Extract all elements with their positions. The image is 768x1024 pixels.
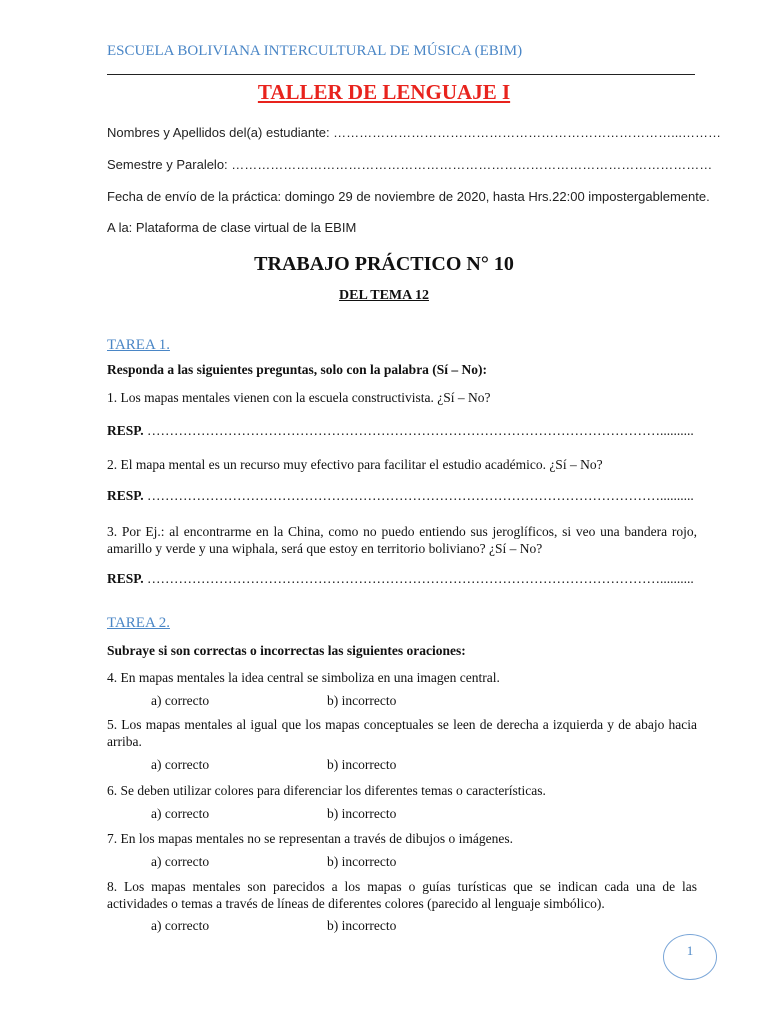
question-7: 7. En los mapas mentales no se representan a través de dibujos o imágenes. — [107, 831, 514, 846]
question-1: 1. Los mapas mentales vienen con la escuela constructivista. ¿Sí – No? — [107, 390, 491, 405]
question-2: 2. El mapa mental es un recurso muy efectivo para facilitar el estudio académico. ¿Sí – No? — [107, 457, 603, 472]
task2-heading: TAREA 2. — [107, 615, 170, 631]
option-a-correct: a) correcto — [151, 806, 210, 821]
platform-line: A la: Plataforma de clase virtual de la EBIM — [107, 220, 357, 235]
resp-label: RESP. — [107, 488, 144, 503]
submission-date: Fecha de envío de la práctica: domingo 29 de noviembre de 2020, hasta Hrs.22:00 impostergablemente. — [107, 189, 710, 204]
semester-field: Semestre y Paralelo: ………………………………………………………………………………………………… — [107, 157, 713, 172]
task1-heading: TAREA 1. — [107, 337, 170, 353]
school-name: ESCUELA BOLIVIANA INTERCULTURAL DE MÚSICA (EBIM) — [107, 43, 523, 59]
header-divider — [107, 74, 695, 75]
option-b-incorrect: b) incorrecto — [327, 693, 397, 708]
question-4: 4. En mapas mentales la idea central se simboliza en una imagen central. — [107, 670, 500, 685]
practice-title: TRABAJO PRÁCTICO N° 10 — [254, 253, 514, 275]
question-6: 6. Se deben utilizar colores para diferenciar los diferentes temas o características. — [107, 783, 546, 798]
answer-line-2 — [107, 488, 694, 504]
question-8: 8. Los mapas mentales son parecidos a los mapas o guías turísticas que se indican cada una de las actividades o temas a través de líneas de diferentes colores (parecido al lenguaje simbólico). — [107, 879, 697, 911]
resp-label: RESP. — [107, 571, 144, 586]
option-a-correct: a) correcto — [151, 693, 210, 708]
question-5: 5. Los mapas mentales al igual que los mapas conceptuales se leen de derecha a izquierda y de abajo hacia arriba. — [107, 717, 697, 749]
answer-line-1 — [107, 423, 694, 439]
resp-label: RESP. — [107, 423, 144, 438]
answer-dots: …………………………………………………………………………………………………….......... — [147, 571, 694, 586]
task1-instruction: Responda a las siguientes preguntas, solo con la palabra (Sí – No): — [107, 362, 488, 377]
option-b-incorrect: b) incorrecto — [327, 854, 397, 869]
answer-dots: …………………………………………………………………………………………………….......... — [147, 423, 694, 438]
option-b-incorrect: b) incorrecto — [327, 918, 397, 933]
student-name-field: Nombres y Apellidos del(a) estudiante: ……………………………………………………………………...……… — [107, 125, 722, 140]
answer-dots: …………………………………………………………………………………………………….......... — [147, 488, 694, 503]
option-a-correct: a) correcto — [151, 918, 210, 933]
option-a-correct: a) correcto — [151, 757, 210, 772]
page-number-badge — [663, 934, 717, 980]
answer-line-3 — [107, 571, 694, 587]
question-3: 3. Por Ej.: al encontrarme en la China, como no puedo entiendo sus jeroglíficos, si veo una bandera rojo, amarillo y verde y una wiphala, será que estoy en territorio boliviano? ¿Sí – No? — [107, 524, 697, 556]
workshop-title: TALLER DE LENGUAJE I — [257, 80, 511, 104]
task2-instruction: Subraye si son correctas o incorrectas las siguientes oraciones: — [107, 643, 466, 658]
option-b-incorrect: b) incorrecto — [327, 806, 397, 821]
practice-subtitle: DEL TEMA 12 — [339, 288, 429, 303]
option-a-correct: a) correcto — [151, 854, 210, 869]
option-b-incorrect: b) incorrecto — [327, 757, 397, 772]
page-number: 1 — [686, 943, 694, 958]
